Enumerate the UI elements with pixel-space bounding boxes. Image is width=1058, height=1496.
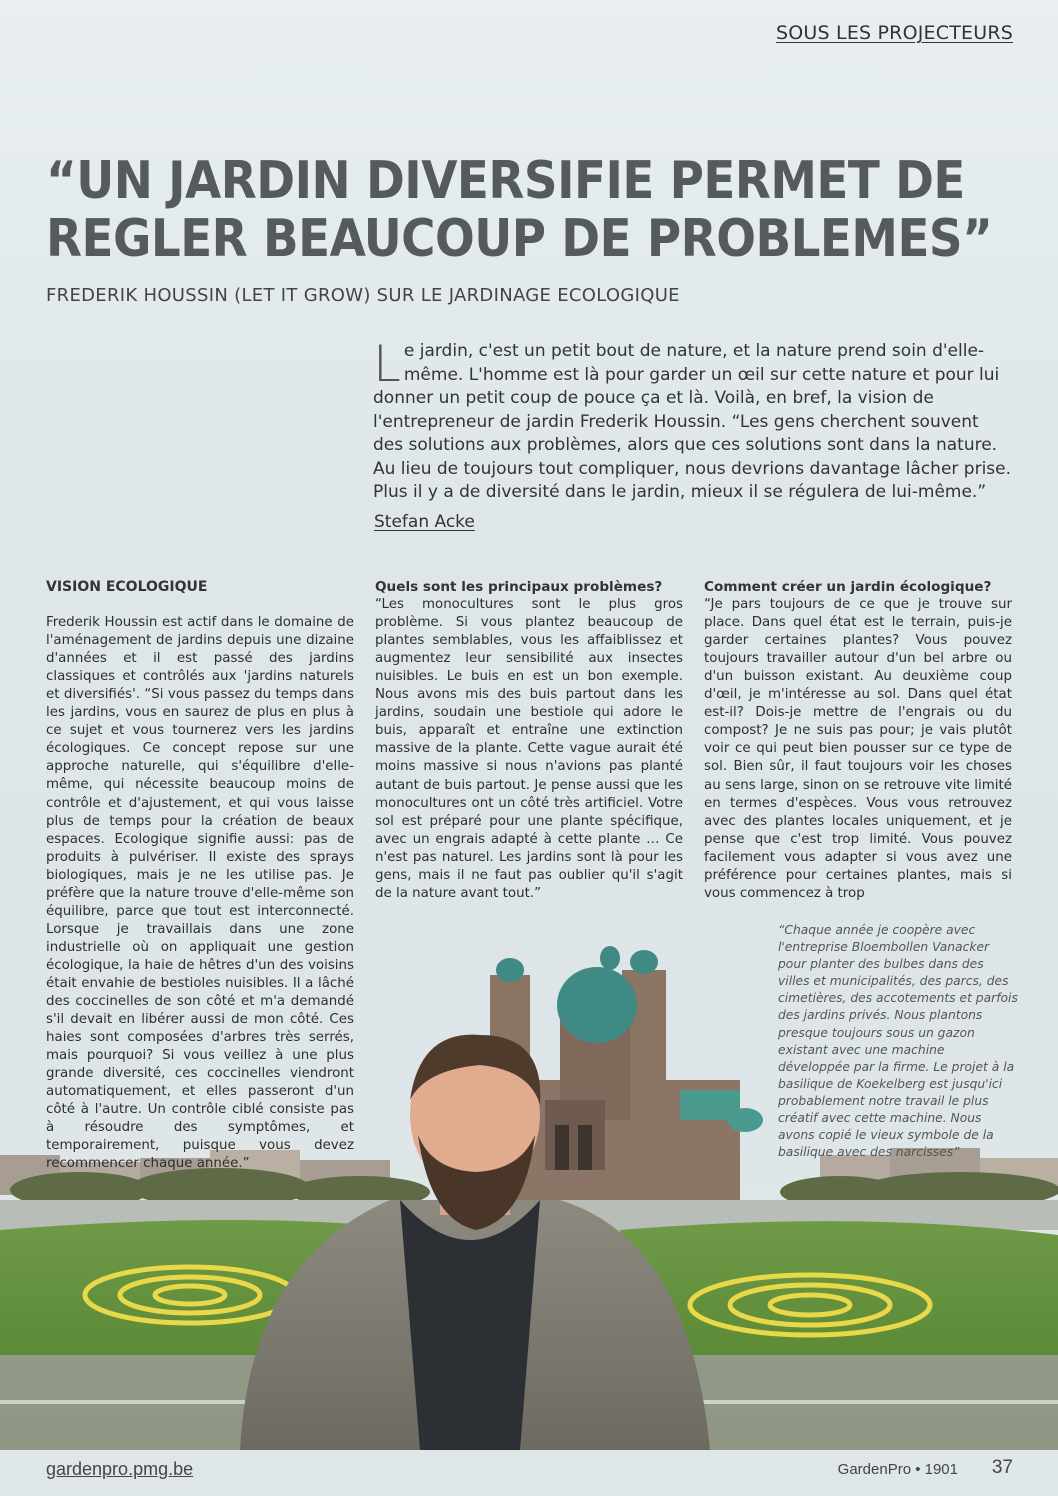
- intro-paragraph: [373, 335, 1013, 505]
- column-principaux-problemes: [375, 578, 683, 903]
- byline: Stefan Acke: [374, 512, 475, 532]
- col3-text: “Je pars toujours de ce que je trouve sur place. Dans quel état est le terrain, puis-je garder certaines plantes? Vous pouvez toujours travailler autour d'un bel arbre ou d'un buisson existant. Au deuxième coup d'œil, je m'intéresse au sol. Dans quel état est-il? Dois-je mettre de l'engrais ou du compost? Je ne suis pas pour; je vais plutôt voir ce qui peut bien pousser sur ce type de sol. Bien sûr, il faut toujours voir les choses au sens large, sinon on se retrouve vite limité en termes d'espèces. Vous vous retrouvez avec des plantes locales uniquement, et je pense que c'est trop limité. Vous pouvez facilement vous adapter si vous avez une préférence pour certaines plantes, mais si vous commencez à trop: [704, 597, 1012, 901]
- pull-quote: “Chaque année je coopère avec l'entreprise Bloembollen Vanacker pour planter des bulbes dans des villes et municipalités, des parcs, des cimetières, des accotements et parfois des jardins privés. Nous plantons presque toujours sous un gazon existant avec une machine développée par la firme. Le projet à la basilique de Koekelberg est jusqu'ici probablement notre travail le plus créatif avec cette machine. Nous avons copié le vieux symbole de la basilique avec des narcisses”: [778, 923, 1018, 1160]
- column-vision-ecologique: [46, 578, 354, 1174]
- col3-heading: Comment créer un jardin écologique?: [704, 579, 992, 595]
- footer-magazine: GardenPro • 1901: [837, 1461, 958, 1478]
- section-label: SOUS LES PROJECTEURS: [776, 22, 1013, 44]
- col1-heading: VISION ECOLOGIQUE: [46, 579, 208, 595]
- footer-url-link[interactable]: gardenpro.pmg.be: [46, 1459, 194, 1479]
- col2-text: “Les monocultures sont le plus gros problème. Si vous plantez beaucoup de plantes semblables, vous les affaiblissez et augmentez leur sensibilité aux insectes nuisibles. Le buis en est un bon exemple. Nous avons mis des buis partout dans les jardins, soudain une bestiole qui adore le buis, apparaît et entraîne une extinction massive de la plante. Cette vague aurait été moins massive si nous n'avions pas planté autant de buis partout. Je pense aussi que les monocultures ont un côté très artificiel. Votre sol est préparé pour une plante spécifique, avec un engrais adapté à cette plante … Ce n'est pas naturel. Les jardins sont là pour les gens, mais il ne faut pas oublier qu'il s'agit de la nature avant tout.”: [375, 597, 683, 901]
- intro-text: e jardin, c'est un petit bout de nature, et la nature prend soin d'elle-même. L'homme est là pour garder un œil sur cette nature et pour lui donner un petit coup de pouce ça et là. Voilà, en bref, la vision de l'entrepreneur de jardin Frederik Houssin. “Les gens cherchent souvent des solutions aux problèmes, alors que ces solutions sont dans la nature. Au lieu de toujours tout compliquer, nous devrions davantage lâcher prise. Plus il y a de diversité dans le jardin, mieux il se régulera de lui-même.”: [373, 341, 1012, 502]
- column-jardin-ecologique: [704, 578, 1012, 903]
- page-number: 37: [991, 1457, 1013, 1478]
- col1-text: Frederik Houssin est actif dans le domaine de l'aménagement de jardins depuis une dizaine d'années et il est passé des jardins classiques et contrôlés aux 'jardins naturels et diversifiés'. “Si vous passez du temps dans les jardins, vous en saurez de plus en plus à ce sujet et vous tournerez vers les jardins écologiques. Ce concept repose sur une approche naturelle, qui s'équilibre d'elle-même, qui nécessite beaucoup moins de contrôle et d'ajustement, et qui vous laisse plus de temps pour la création de beaux espaces. Ecologique signifie aussi: pas de produits à pulvériser. Il existe des sprays biologiques, mais je ne les utilise pas. Je préfère que la nature trouve d'elle-même son équilibre, parce que tout est interconnecté. Lorsque je travaillais dans une zone industrielle où on appliquait une gestion écologique, la haie de hêtres d'un des voisins était envahie de bestioles nuisibles. Il a lâché des coccinelles de son côté et m'a demandé s'il devait en libérer aussi de mon côté. Ces haies sont composées d'arbres très serrés, mais pourquoi? Si vous veillez à une plus grande diversité, ces coccinelles viendront automatiquement, et elles passeront d'un côté à l'autre. Un contrôle ciblé consiste pas à résoudre des symptômes, et temporairement, puisque vous devez recommencer chaque année.”: [46, 615, 354, 1172]
- subhead: FREDERIK HOUSSIN (LET IT GROW) SUR LE JARDINAGE ECOLOGIQUE: [46, 285, 680, 306]
- drop-cap: L: [373, 335, 401, 393]
- headline: “UN JARDIN DIVERSIFIE PERMET DE REGLER BEAUCOUP DE PROBLEMES”: [46, 151, 993, 269]
- col2-heading: Quels sont les principaux problèmes?: [375, 579, 663, 595]
